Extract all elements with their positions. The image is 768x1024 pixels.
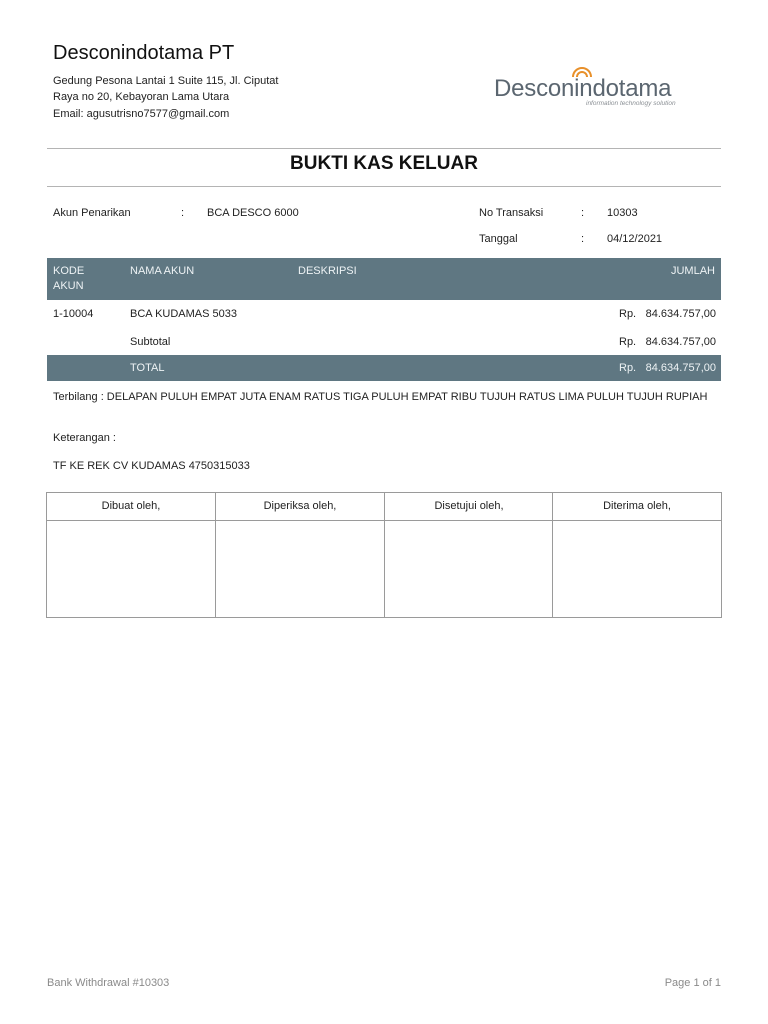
signature-made-by: Dibuat oleh, (101, 500, 161, 512)
transaction-number-label: No Transaksi (479, 207, 544, 219)
row-currency: Rp. (619, 308, 637, 320)
signature-received-by: Diterima oleh, (603, 500, 671, 512)
subtotal-currency: Rp. (619, 336, 637, 348)
account-label: Akun Penarikan (53, 207, 131, 219)
date-colon: : (581, 233, 585, 245)
company-address-line2: Raya no 20, Kebayoran Lama Utara (53, 91, 230, 103)
row-amount: 84.634.757,00 (645, 308, 716, 320)
column-header-description: DESKRIPSI (298, 265, 357, 277)
row-account-code: 1-10004 (53, 308, 94, 320)
signature-approved-by: Disetujui oleh, (434, 500, 504, 512)
column-header-code-line2: AKUN (53, 280, 84, 292)
company-name: Desconindotama PT (53, 42, 235, 64)
logo-wordmark: Desconindotama (494, 75, 672, 102)
document-title: BUKTI KAS KELUAR (290, 153, 478, 174)
column-header-amount: JUMLAH (670, 265, 715, 277)
total-label: TOTAL (130, 362, 165, 374)
total-amount: 84.634.757,00 (645, 362, 716, 374)
company-address-line1: Gedung Pesona Lantai 1 Suite 115, Jl. Ciputat (53, 75, 279, 87)
amount-in-words: Terbilang : DELAPAN PULUH EMPAT JUTA ENAM RATUS TIGA PULUH EMPAT RIBU TUJUH RATUS LIMA PULUH TUJUH RUPIAH (53, 391, 708, 403)
title-divider-bottom (47, 186, 721, 187)
logo-tagline: information technology solution (586, 100, 676, 107)
table-header (47, 258, 721, 300)
account-value: BCA DESCO 6000 (207, 207, 299, 219)
transaction-number-colon: : (581, 207, 585, 219)
company-logo (494, 64, 694, 110)
date-label: Tanggal (479, 233, 518, 245)
title-divider-top (47, 148, 721, 149)
column-header-account-name: NAMA AKUN (130, 265, 195, 277)
subtotal-amount: 84.634.757,00 (645, 336, 716, 348)
date-value: 04/12/2021 (607, 233, 663, 245)
footer-document-id: Bank Withdrawal #10303 (47, 977, 170, 989)
row-account-name: BCA KUDAMAS 5033 (130, 308, 237, 320)
column-header-code: KODE (53, 265, 85, 277)
account-colon: : (181, 207, 185, 219)
signature-table (46, 492, 722, 618)
signature-checked-by: Diperiksa oleh, (263, 500, 337, 512)
footer-page-number: Page 1 of 1 (664, 977, 721, 989)
notes-label: Keterangan : (53, 432, 116, 444)
subtotal-label: Subtotal (130, 336, 171, 348)
notes-text: TF KE REK CV KUDAMAS 4750315033 (53, 460, 250, 472)
total-currency: Rp. (619, 362, 637, 374)
company-email: Email: agusutrisno7577@gmail.com (53, 108, 230, 120)
transaction-number-value: 10303 (607, 207, 638, 219)
total-row (47, 355, 721, 381)
